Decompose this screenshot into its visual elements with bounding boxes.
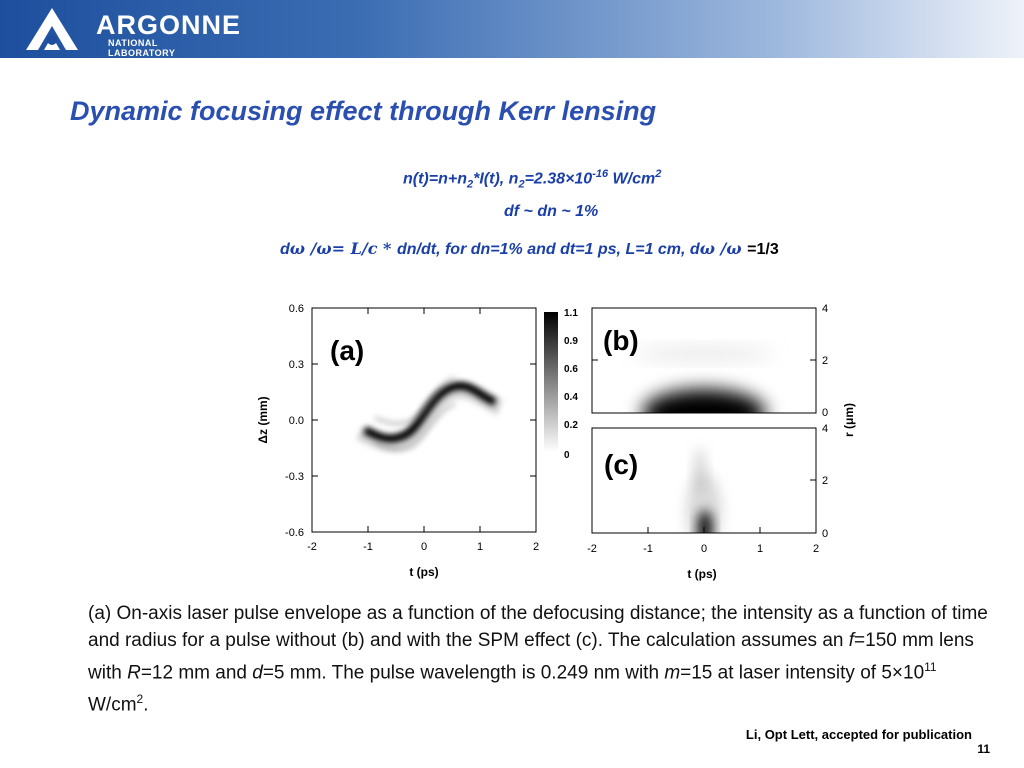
caption-f: f (848, 630, 855, 651)
figure-caption (88, 600, 994, 719)
cb-tick-4: 0.4 (564, 392, 578, 403)
caption-part6: W/cm (88, 694, 137, 716)
caption-part7: . (143, 694, 149, 716)
logo-subtext: NATIONAL LABORATORY (108, 38, 176, 58)
c-xtick-1: -2 (587, 543, 597, 555)
argonne-logo (22, 4, 242, 58)
c-ytick-1: 4 (822, 423, 829, 435)
b-ytick-3: 0 (822, 407, 829, 419)
cb-tick-2: 0.9 (564, 336, 578, 347)
cb-tick-5: 0.2 (564, 420, 578, 431)
figure (240, 292, 880, 592)
eq1-sup1: -16 (592, 168, 609, 180)
panel-b-ytick-labels (822, 303, 828, 419)
cb-tick-6: 0 (564, 450, 570, 461)
c-ytick-2: 2 (822, 475, 829, 487)
a-xtick-5: 2 (532, 541, 540, 553)
caption-part1: (a) On-axis laser pulse envelope as a function of the defocusing distance; the intensity as a function of time and radius for a pulse without (b) and with the SPM effect (c). The calculation assumes an (88, 603, 988, 651)
header-banner (0, 0, 1024, 58)
a-ytick-2: 0.3 (288, 359, 304, 371)
panel-a-ytick-labels (285, 303, 304, 539)
panel-c-xlabel: t (ps) (687, 567, 717, 581)
equation-df-dn: df ~ dn ~ 1% (504, 203, 599, 220)
eq1-part4: W/cm (608, 170, 656, 188)
eq1-sub1: 2 (467, 178, 474, 191)
caption-part3: =12 mm and (140, 662, 253, 684)
eq3-part3: =1/3 (747, 241, 779, 258)
colorbar (544, 312, 558, 452)
caption-part4: =5 mm. The pulse wavelength is 0.249 nm with (262, 662, 665, 684)
panel-c-xtick-labels (587, 543, 819, 555)
cb-tick-3: 0.6 (564, 364, 578, 375)
c-xtick-2: -1 (643, 543, 653, 555)
a-ytick-4: -0.3 (285, 471, 304, 483)
panel-c-label: (c) (604, 449, 639, 480)
c-ytick-3: 0 (822, 528, 829, 540)
slide-title: Dynamic focusing effect through Kerr lensing (70, 96, 657, 126)
equation-domega (280, 239, 779, 259)
b-ytick-2: 2 (822, 355, 829, 367)
c-xtick-5: 2 (812, 543, 820, 555)
citation: Li, Opt Lett, accepted for publication (745, 727, 972, 742)
argonne-a-icon (22, 4, 92, 54)
panel-a-ylabel: Δz (mm) (256, 396, 270, 444)
eq3-part1: d (280, 241, 290, 258)
a-xtick-4: 1 (476, 541, 484, 553)
eq1-sup2: 2 (655, 168, 662, 180)
panel-a-label: (a) (330, 335, 365, 366)
colorbar-ticks (564, 308, 578, 461)
eq3-greek1: ω /ω= L/c * (289, 239, 397, 258)
c-xtick-3: 0 (700, 543, 708, 555)
panel-a-xlabel: t (ps) (409, 565, 439, 579)
eq3-part2: dn/dt, for dn=1% and dt=1 ps, L=1 cm, d (396, 241, 700, 258)
eq1-sub2: 2 (518, 178, 525, 191)
eq1-part2: *I(t), n (473, 170, 519, 188)
page-number: 11 (977, 742, 990, 756)
equation-refractive-index (403, 168, 661, 191)
eq1-part1: n(t)=n+n (403, 170, 467, 188)
caption-d: d (252, 662, 263, 684)
a-xtick-2: -1 (363, 541, 373, 553)
panel-b-heatmap (634, 346, 774, 437)
panel-bc-ylabel: r (μm) (842, 402, 856, 438)
a-ytick-5: -0.6 (285, 527, 304, 539)
caption-sup2: 2 (136, 692, 144, 707)
cb-tick-1: 1.1 (564, 308, 578, 319)
a-xtick-1: -2 (307, 541, 317, 553)
caption-m: m (664, 662, 681, 684)
eq1-part3: =2.38×10 (524, 170, 593, 188)
a-xtick-3: 0 (420, 541, 428, 553)
caption-part2: =150 mm lens with (88, 630, 974, 684)
figure-svg (240, 292, 880, 592)
panel-c-heatmap (686, 448, 722, 552)
logo-wordmark: ARGONNE (96, 10, 242, 40)
eq3-greek2: ω /ω (699, 239, 748, 258)
caption-part5: =15 at laser intensity of 5×10 (680, 662, 925, 684)
panel-c-ytick-labels (822, 423, 828, 540)
a-ytick-3: 0.0 (288, 415, 304, 427)
panel-a-heatmap (360, 378, 500, 449)
c-xtick-4: 1 (756, 543, 764, 555)
panel-a-xtick-labels (307, 541, 539, 553)
a-ytick-1: 0.6 (288, 303, 304, 315)
b-ytick-1: 4 (822, 303, 829, 315)
caption-sup1: 11 (924, 660, 937, 674)
caption-R: R (127, 662, 141, 684)
panel-b-label: (b) (603, 325, 639, 356)
